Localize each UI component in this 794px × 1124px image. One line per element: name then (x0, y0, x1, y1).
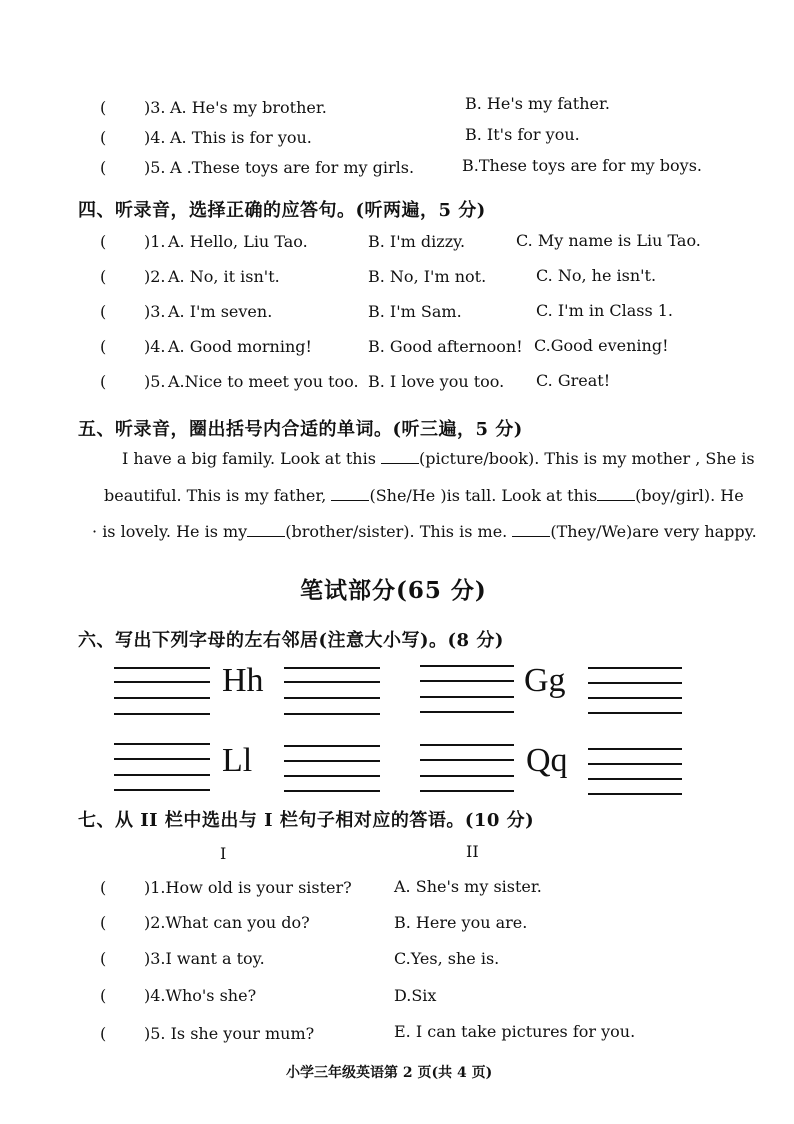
page-footer: 小学三年级英语第 2 页(共 4 页) (286, 1065, 493, 1081)
writing-line[interactable] (588, 712, 682, 714)
writing-line[interactable] (114, 713, 210, 715)
paren: ( (100, 98, 107, 117)
option-c: C. Great! (536, 371, 611, 390)
question: )5. Is she your mum? (144, 1024, 315, 1043)
answer: B. Here you are. (394, 913, 528, 932)
option-b: B. No, I'm not. (368, 267, 487, 286)
option-b: B. I'm dizzy. (368, 232, 466, 251)
passage-text: (picture/book). This is my mother , She is (418, 449, 755, 468)
writing-line[interactable] (284, 681, 380, 683)
letter-pair: Qq (526, 742, 568, 779)
option-c: C. I'm in Class 1. (536, 301, 673, 320)
option-c: C. No, he isn't. (536, 266, 657, 285)
column-header-i: I (220, 844, 227, 863)
paren: ( (100, 158, 107, 177)
letter-pair: Hh (222, 662, 264, 699)
question: )2.What can you do? (144, 913, 310, 932)
writing-line[interactable] (420, 744, 514, 746)
paren: ( (100, 986, 107, 1005)
answer-blank[interactable] (247, 522, 285, 537)
question: )1.How old is your sister? (144, 878, 352, 897)
stray-dot: · (92, 522, 98, 541)
answer: E. I can take pictures for you. (394, 1022, 636, 1041)
passage-line-3 (92, 522, 757, 541)
answer: C.Yes, she is. (394, 949, 500, 968)
passage-line-2 (104, 486, 744, 505)
writing-line[interactable] (114, 789, 210, 791)
option-b: B. I love you too. (368, 372, 505, 391)
item-number: )5. (144, 158, 166, 177)
writing-line[interactable] (588, 763, 682, 765)
paren: ( (100, 1024, 107, 1043)
writing-line[interactable] (114, 681, 210, 683)
writing-line[interactable] (588, 697, 682, 699)
writing-line[interactable] (420, 759, 514, 761)
answer-blank[interactable] (512, 522, 550, 537)
item-number: )3. (144, 98, 166, 117)
writing-line[interactable] (284, 745, 380, 747)
writing-line[interactable] (114, 758, 210, 760)
writing-line[interactable] (284, 760, 380, 762)
writing-line[interactable] (284, 667, 380, 669)
passage-line-1 (122, 449, 755, 468)
section-heading: 四、听录音，选择正确的应答句。(听两遍，5 分) (78, 200, 486, 221)
writing-line[interactable] (588, 748, 682, 750)
writing-line[interactable] (284, 697, 380, 699)
letter-pair: Ll (222, 742, 253, 779)
option-a: A. This is for you. (170, 128, 312, 147)
option-c: C. My name is Liu Tao. (516, 231, 701, 250)
letter-pair: Gg (524, 662, 566, 699)
passage-text: (She/He )is tall. Look at this (369, 486, 598, 505)
written-part-title: 笔试部分(65 分) (300, 577, 487, 604)
column-header-ii: II (466, 842, 479, 861)
paren: ( (100, 949, 107, 968)
writing-line[interactable] (420, 711, 514, 713)
writing-line[interactable] (420, 665, 514, 667)
writing-line[interactable] (588, 667, 682, 669)
section-heading: 七、从 II 栏中选出与 I 栏句子相对应的答语。(10 分) (78, 810, 535, 831)
writing-line[interactable] (420, 775, 514, 777)
writing-line[interactable] (420, 696, 514, 698)
writing-line[interactable] (588, 778, 682, 780)
passage-text: I have a big family. Look at this (122, 449, 381, 468)
section-heading: 六、写出下列字母的左右邻居(注意大小写)。(8 分) (78, 630, 504, 651)
writing-line[interactable] (420, 680, 514, 682)
writing-line[interactable] (284, 790, 380, 792)
writing-line[interactable] (588, 793, 682, 795)
answer-blank[interactable] (381, 449, 419, 464)
option-a: A. I'm seven. (168, 302, 273, 321)
answer-blank[interactable] (331, 486, 369, 501)
passage-text: (boy/girl). He (635, 486, 744, 505)
passage-text: (brother/sister). This is me. (285, 522, 513, 541)
paren: ( (100, 878, 107, 897)
option-c: C.Good evening! (534, 336, 669, 355)
writing-line[interactable] (284, 713, 380, 715)
writing-line[interactable] (114, 697, 210, 699)
item-number: )3. (144, 302, 166, 321)
item-number: )4. (144, 337, 166, 356)
paren: ( (100, 302, 107, 321)
option-b: B.These toys are for my boys. (462, 156, 702, 175)
option-b: B. It's for you. (465, 125, 580, 144)
question: )3.I want a toy. (144, 949, 265, 968)
paren: ( (100, 232, 107, 251)
writing-line[interactable] (284, 775, 380, 777)
item-number: )2. (144, 267, 166, 286)
option-a: A. Good morning! (168, 337, 312, 356)
passage-text: is lovely. He is my (102, 522, 248, 541)
paren: ( (100, 372, 107, 391)
option-a: A. Hello, Liu Tao. (168, 232, 308, 251)
writing-line[interactable] (588, 682, 682, 684)
option-a: A. No, it isn't. (168, 267, 280, 286)
section-heading: 五、听录音，圈出括号内合适的单词。(听三遍，5 分) (78, 419, 523, 440)
writing-line[interactable] (114, 774, 210, 776)
writing-line[interactable] (420, 790, 514, 792)
paren: ( (100, 267, 107, 286)
answer: A. She's my sister. (394, 877, 542, 896)
passage-text: (They/We)are very happy. (550, 522, 757, 541)
passage-text: beautiful. This is my father, (104, 486, 332, 505)
item-number: )5. (144, 372, 166, 391)
question: )4.Who's she? (144, 986, 257, 1005)
writing-line[interactable] (114, 743, 210, 745)
paren: ( (100, 913, 107, 932)
answer: D.Six (394, 986, 437, 1005)
writing-line[interactable] (114, 667, 210, 669)
option-b: B. He's my father. (465, 94, 610, 113)
option-a: A. He's my brother. (170, 98, 327, 117)
option-a: A .These toys are for my girls. (170, 158, 415, 177)
paren: ( (100, 128, 107, 147)
option-a: A.Nice to meet you too. (168, 372, 359, 391)
paren: ( (100, 337, 107, 356)
item-number: )4. (144, 128, 166, 147)
item-number: )1. (144, 232, 166, 251)
answer-blank[interactable] (597, 486, 635, 501)
option-b: B. I'm Sam. (368, 302, 462, 321)
option-b: B. Good afternoon! (368, 337, 523, 356)
